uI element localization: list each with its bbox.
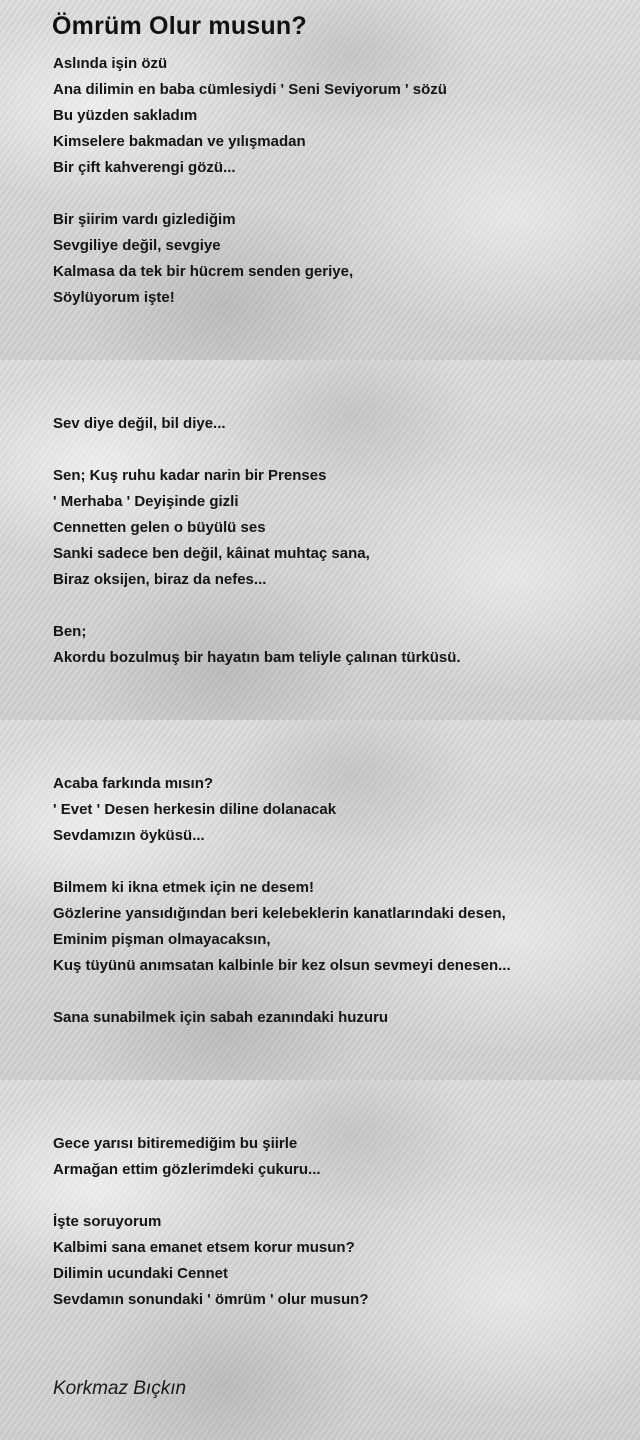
poem-author: Korkmaz Bıçkın — [53, 1378, 187, 1399]
poem-panel-2 — [0, 360, 640, 720]
poem-stanza-2 — [53, 411, 461, 671]
poem-line: Söylüyorum işte! — [53, 289, 175, 306]
poem-panel-4 — [0, 1080, 640, 1440]
poem-line: Gece yarısı bitiremediğim bu şiirle — [53, 1135, 298, 1152]
poem-line: Cennetten gelen o büyülü ses — [53, 519, 266, 536]
poem-line-break — [53, 593, 461, 619]
poem-line: Aslında işin özü — [53, 55, 168, 72]
poem-line: Kimselere bakmadan ve yılışmadan — [53, 133, 306, 150]
poem-line: ' Merhaba ' Deyişinde gizli — [53, 493, 239, 510]
poem-line: Akordu bozulmuş bir hayatın bam teliyle çalınan türküsü. — [53, 649, 461, 666]
poem-line: ' Evet ' Desen herkesin diline dolanacak — [53, 801, 337, 818]
poem-line: Bir çift kahverengi gözü... — [53, 159, 236, 176]
poem-line: Armağan ettim gözlerimdeki çukuru... — [53, 1161, 321, 1178]
poem-line: Sevgiliye değil, sevgiye — [53, 237, 221, 254]
poem-line-break — [53, 979, 511, 1005]
poem-line-break — [53, 181, 447, 207]
poem-line: Ben; — [53, 623, 87, 640]
poem-line: Kalmasa da tek bir hücrem senden geriye, — [53, 263, 354, 280]
poem-line-break — [53, 437, 461, 463]
poem-line: Biraz oksijen, biraz da nefes... — [53, 571, 267, 588]
poem-line: Dilimin ucundaki Cennet — [53, 1265, 229, 1282]
poem-line: Bir şiirim vardı gizlediğim — [53, 211, 236, 228]
poem-line: Sana sunabilmek için sabah ezanındaki huzuru — [53, 1009, 389, 1026]
poem-line: Sevdamın sonundaki ' ömrüm ' olur musun? — [53, 1291, 369, 1308]
poem-line: İşte soruyorum — [53, 1213, 162, 1230]
poem-line: Bu yüzden sakladım — [53, 107, 198, 124]
poem-line: Sanki sadece ben değil, kâinat muhtaç sana, — [53, 545, 370, 562]
poem-line: Acaba farkında mısın? — [53, 775, 214, 792]
poem-line: Kuş tüyünü anımsatan kalbinle bir kez olsun sevmeyi denesen... — [53, 957, 511, 974]
poem-line: Kalbimi sana emanet etsem korur musun? — [53, 1239, 355, 1256]
poem-panel-1 — [0, 0, 640, 360]
poem-title: Ömrüm Olur musun? — [52, 12, 307, 40]
poem-line: Sen; Kuş ruhu kadar narin bir Prenses — [53, 467, 327, 484]
poem-stanza-3 — [53, 771, 511, 1031]
poem-line: Eminim pişman olmayacaksın, — [53, 931, 271, 948]
poem-stanza-1 — [53, 51, 447, 311]
poem-line: Bilmem ki ikna etmek için ne desem! — [53, 879, 314, 896]
poem-line: Gözlerine yansıdığından beri kelebeklerin kanatlarındaki desen, — [53, 905, 506, 922]
poem-stanza-4 — [53, 1131, 369, 1313]
poem-line-break — [53, 849, 511, 875]
poem-panel-3 — [0, 720, 640, 1080]
poem-line-break — [53, 1183, 369, 1209]
poem-line: Sev diye değil, bil diye... — [53, 415, 226, 432]
poem-line: Ana dilimin en baba cümlesiydi ' Seni Seviyorum ' sözü — [53, 81, 447, 98]
poem-line: Sevdamızın öyküsü... — [53, 827, 205, 844]
